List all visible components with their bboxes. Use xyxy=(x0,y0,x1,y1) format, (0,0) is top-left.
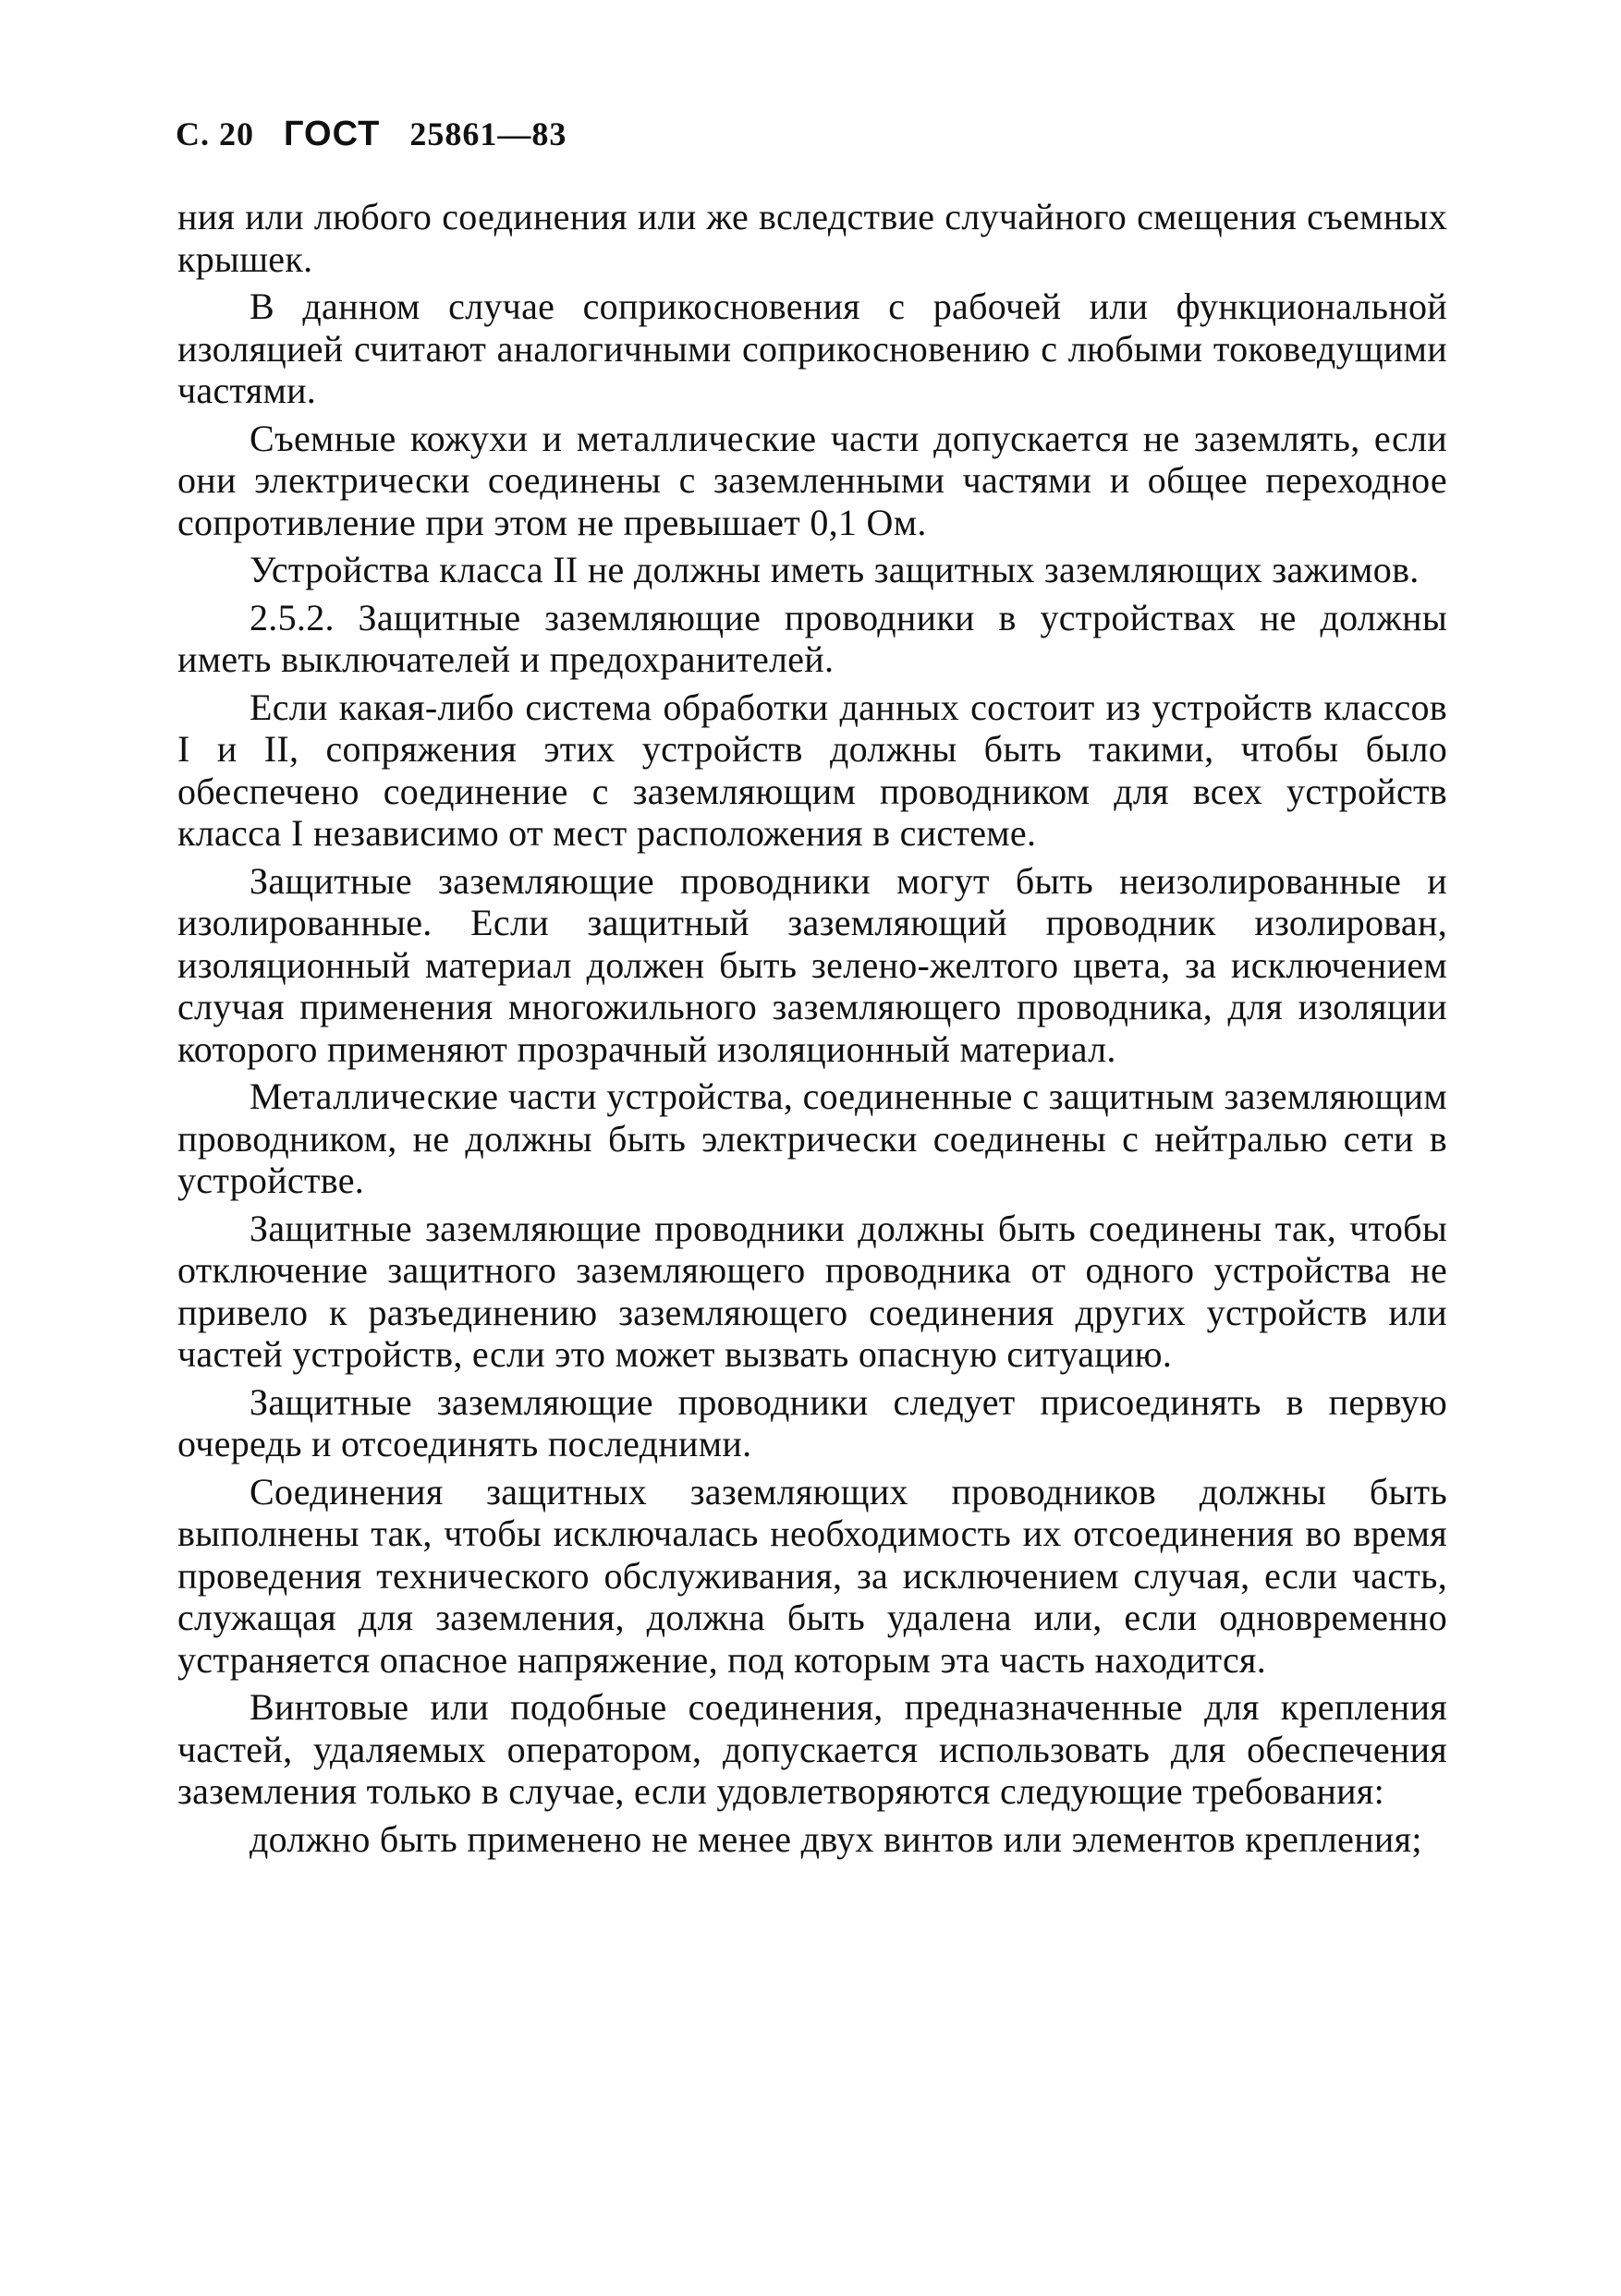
paragraph: Защитные заземляющие проводники должны быть соединены так, чтобы отключение защитного заземляющего проводника от одного устройства не привело к разъединению заземляющего соединения других устройств или частей устройств, если это может вызвать опасную ситуацию. xyxy=(177,1207,1447,1375)
standard-number: 25861—83 xyxy=(409,115,567,152)
page-header xyxy=(176,115,587,154)
paragraph: Съемные кожухи и металлические части допускается не заземлять, если они электрически соединены с заземленными частями и общее переходное сопротивление при этом не превышает 0,1 Ом. xyxy=(177,417,1447,543)
paragraph: Соединения защитных заземляющих проводников должны быть выполнены так, чтобы исключалась необходимость их отсоединения во время проведения технического обслуживания, за исключением случая, если часть, служащая для заземления, должна быть удалена или, если одновременно устраняется опасное напряжение, под которым эта часть находится. xyxy=(177,1470,1447,1681)
paragraph: должно быть применено не менее двух винтов или элементов крепления; xyxy=(250,1817,1422,1860)
document-text xyxy=(177,196,1447,1865)
paragraph: Винтовые или подобные соединения, предназначенные для крепления частей, удаляемых оператором, допускается использовать для обеспечения заземления только в случае, если удовлетворяются следующие требования: xyxy=(177,1686,1447,1812)
paragraph: В данном случае соприкосновения с рабочей или функциональной изоляцией считают аналогичными соприкосновению с любыми токоведущими частями. xyxy=(177,285,1447,411)
page-number: С. 20 xyxy=(176,115,254,152)
paragraph-section-2-5-2: 2.5.2. Защитные заземляющие проводники в устройствах не должны иметь выключателей и предохранителей. xyxy=(177,596,1447,680)
standard-name: ГОСТ xyxy=(284,115,381,153)
paragraph: Защитные заземляющие проводники следует присоединять в первую очередь и отсоединять последними. xyxy=(177,1380,1447,1464)
paragraph: Устройства класса II не должны иметь защитных заземляющих зажимов. xyxy=(250,549,1420,590)
paragraph: Если какая-либо система обработки данных состоит из устройств классов I и II, сопряжения этих устройств должны быть такими, чтобы было обеспечено соединение с заземляющим проводником для всех устройств класса I независимо от мест расположения в системе. xyxy=(177,686,1447,854)
paragraph: Защитные заземляющие проводники могут быть неизолированные и изолированные. Если защитный заземляющий проводник изолирован, изоляционный материал должен быть зелено-желтого цвета, за исключением случая применения многожильного заземляющего проводника, для изоляции которого применяют прозрачный изоляционный материал. xyxy=(177,859,1447,1070)
paragraph-continuation: ния или любого соединения или же вследствие случайного смещения съемных крышек. xyxy=(177,196,1447,280)
paragraph: Металлические части устройства, соединенные с защитным заземляющим проводником, не должны быть электрически соединены с нейтралью сети в устройстве. xyxy=(177,1075,1447,1201)
